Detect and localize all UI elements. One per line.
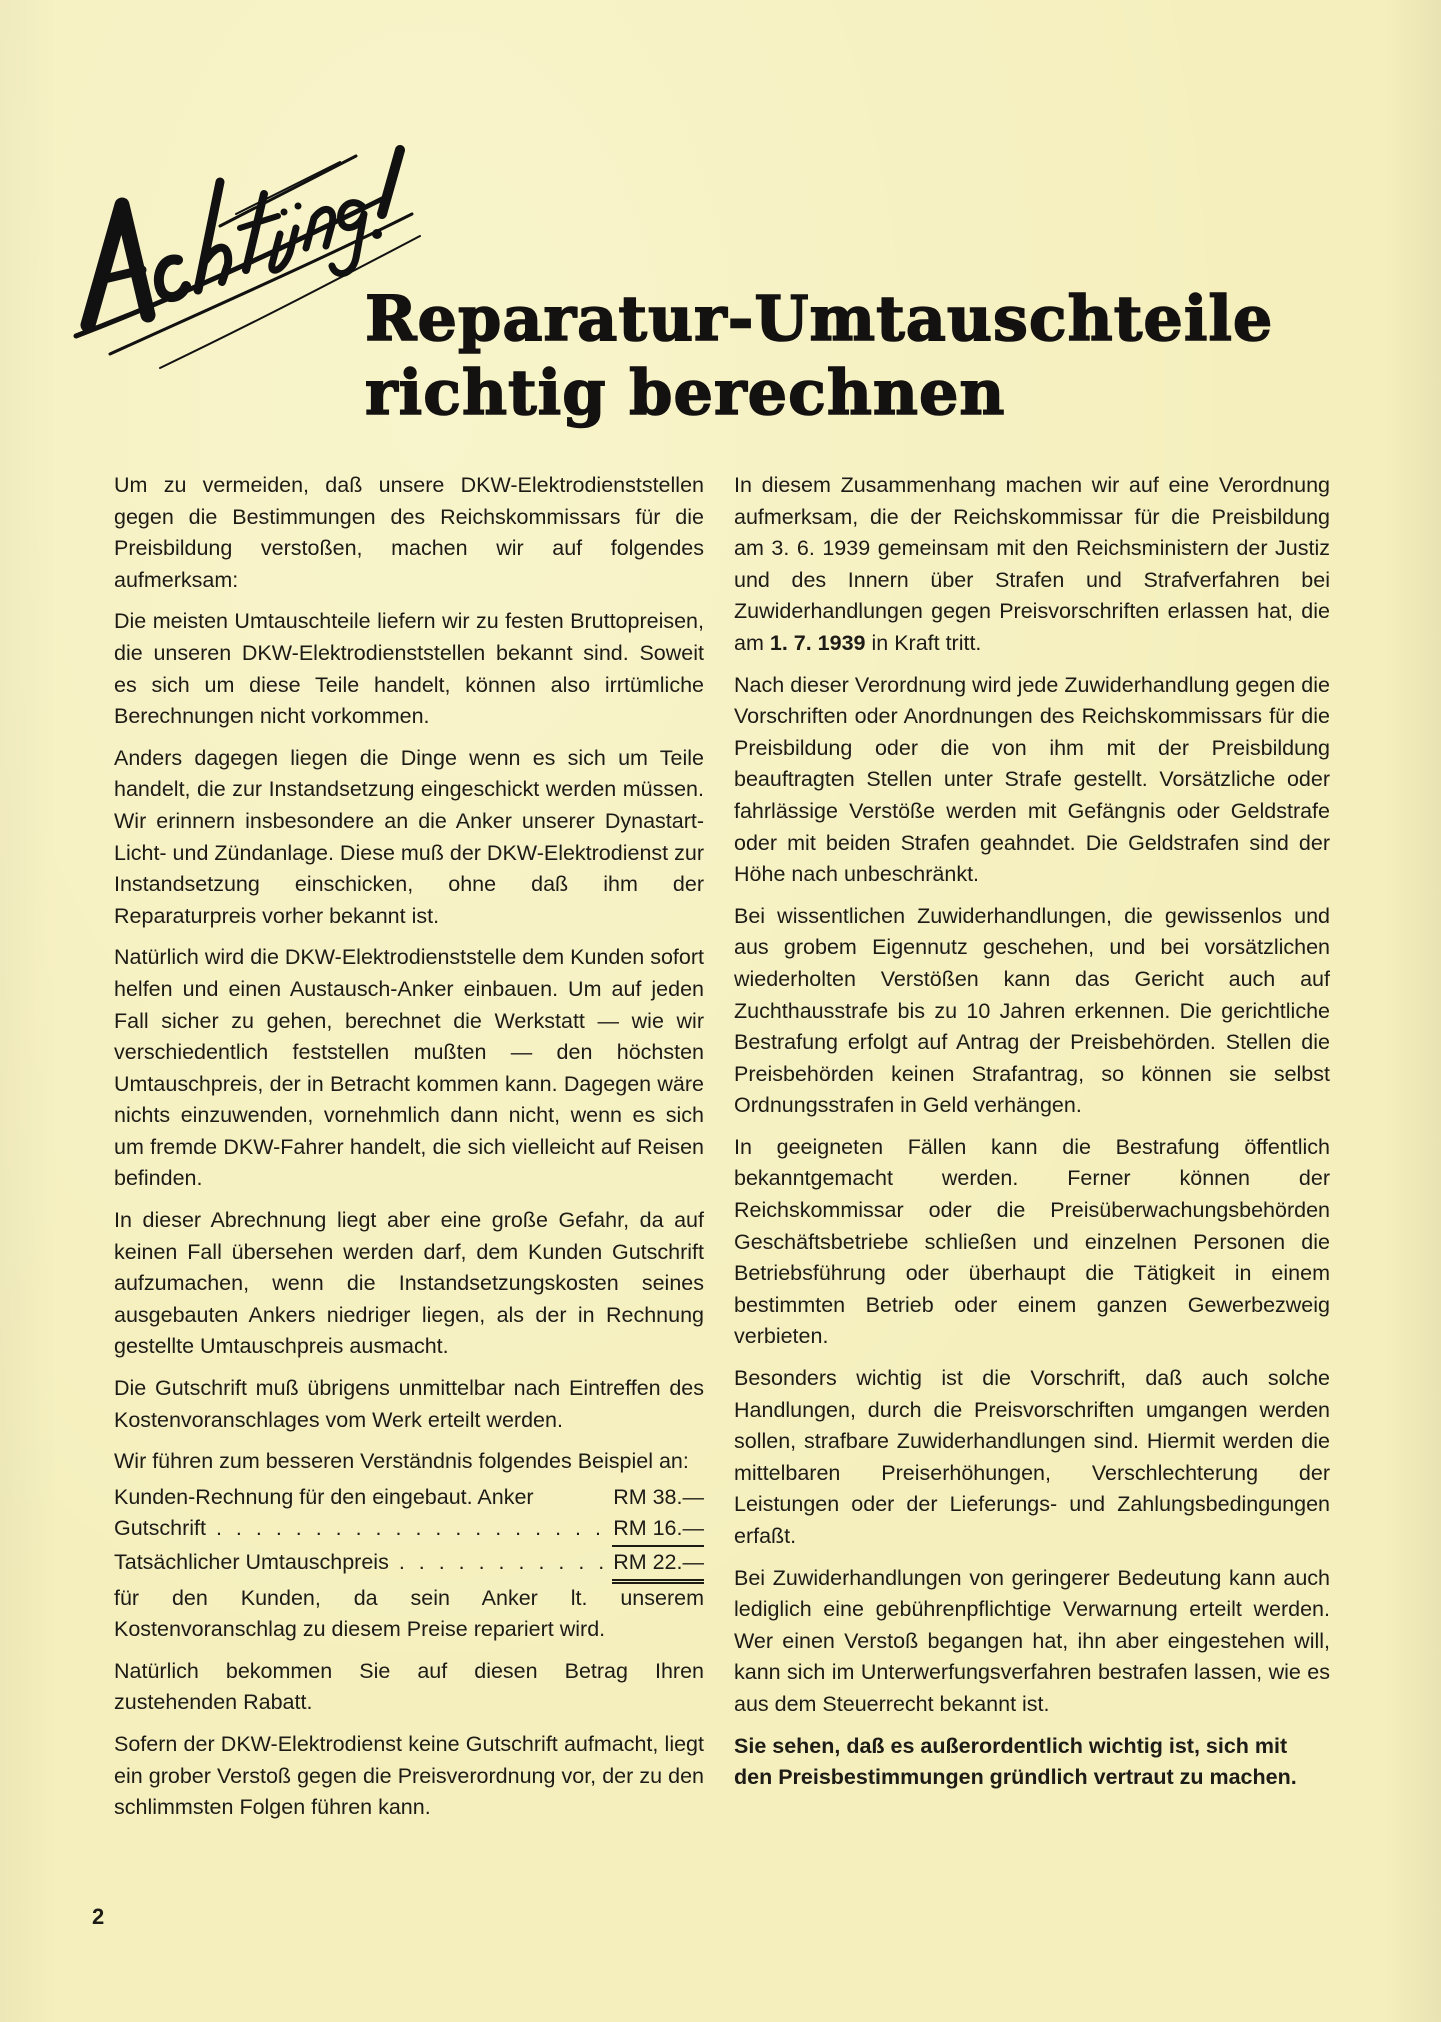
left-paragraph-3: Anders dagegen liegen die Dinge wenn es sich um Teile handelt, die zur Instandsetzung eingeschickt werden müssen. Wir erinnern insbesondere an die Anker unserer Dynastart-Licht- und Zündanlage. Diese muß der DKW-Elektrodienst zur Instandsetzung einschicken, ohne daß ihm der Reparaturpreis vorher bekannt ist. [114, 745, 704, 928]
title-line-1: Reparatur-Umtauschteile [365, 282, 1274, 355]
right-paragraph-1-text: In diesem Zusammenhang machen wir auf eine Verordnung aufmerksam, die der Reichskommissar für die Preisbildung am 3. 6. 1939 gemeinsam mit den Reichsministern der Justiz und des Innern über Strafen und Strafverfahren bei Zuwiderhandlungen gegen Preisvorschriften erlassen hat, die am [734, 473, 1330, 655]
right-paragraph-5: Besonders wichtig ist die Vorschrift, daß auch solche Handlungen, durch die Preisvorschriften umgangen werden sollen, strafbare Zuwiderhandlungen sind. Hiermit werden die mittelbaren Preiserhöhungen, Verschlechterung der Leistungen oder der Lieferungs- und Zahlungsbedingungen erfaßt. [734, 1366, 1330, 1548]
calc-amount-total: RM 22.— [612, 1545, 704, 1584]
left-column [114, 470, 704, 1834]
right-paragraph-4: In geeigneten Fällen kann die Bestrafung öffentlich bekanntgemacht werden. Ferner können der Reichskommissar oder die Preisüberwachungsbehörden Geschäftsbetriebe schließen und einzelnen Personen die Betriebsführung oder überhaupt die Tätigkeit in einem bestimmten Betrieb oder einem ganzen Gewerbezweig verbieten. [734, 1134, 1330, 1349]
right-paragraph-1 [734, 470, 1330, 660]
left-paragraph-4: Natürlich wird die DKW-Elektrodienststelle dem Kunden sofort helfen und einen Austausch-Anker einbauen. Um auf jeden Fall sicher zu gehen, berechnet die Werkstatt — wie wir verschiedentlich feststellen mußten — den höchsten Umtauschpreis, der in Betracht kommen kann. Dagegen wäre nichts einzuwenden, vornehmlich dann nicht, wenn es sich um fremde DKW-Fahrer handelt, die sich vielleicht auf Reisen befinden. [114, 945, 704, 1191]
page-number: 2 [92, 1904, 105, 1929]
left-paragraph-5: In dieser Abrechnung liegt aber eine große Gefahr, da auf keinen Fall übersehen werden darf, dem Kunden Gutschrift aufzumachen, wenn die Instandsetzungskosten seines ausgebauten Ankers niedriger liegen, als der in Rechnung gestellte Umtauschpreis ausmacht. [114, 1208, 704, 1359]
left-paragraph-2: Die meisten Umtauschteile liefern wir zu festen Bruttopreisen, die unseren DKW-Elektrodienststellen bekannt sind. Soweit es sich um diese Teile handelt, können also irrtümliche Berechnungen nicht vorkommen. [114, 609, 704, 729]
calc-amount-invoice: RM 38.— [613, 1484, 704, 1509]
effective-date: 1. 7. 1939 [769, 630, 866, 655]
right-paragraph-6: Bei Zuwiderhandlungen von geringerer Bedeutung kann auch lediglich eine gebührenpflichtige Verwarnung erteilt werden. Wer einen Verstoß begangen hat, ihn aber eingestehen will, kann sich im Unterwerfungsverfahren bestrafen lassen, wie es aus dem Steuerrecht bekannt ist. [734, 1565, 1330, 1716]
article-title [365, 282, 1405, 430]
calc-row-total [114, 1545, 704, 1577]
left-paragraph-1: Um zu vermeiden, daß unsere DKW-Elektrodienststellen gegen die Bestimmungen des Reichskommissars für die Preisbildung verstoßen, machen wir auf folgendes aufmerksam: [114, 473, 704, 592]
left-paragraph-6: Die Gutschrift muß übrigens unmittelbar nach Eintreffen des Kostenvoranschlages vom Werk erteilt werden. [114, 1376, 704, 1432]
calc-label-total: Tatsächlicher Umtauschpreis . . . [114, 1547, 612, 1579]
right-paragraph-3: Bei wissentlichen Zuwiderhandlungen, die gewissenlos und aus grobem Eigennutz geschehen, und bei vorsätzlichen wiederholten Verstößen kann das Gericht auch auf Zuchthausstrafe bis zu 10 Jahren erkennen. Die gerichtliche Bestrafung erfolgt auf Antrag der Preisbehörden. Stellen die Preisbehörden keinen Strafantrag, so können sie selbst Ordnungsstrafen in Geld verhängen. [734, 903, 1330, 1118]
left-paragraph-7: Wir führen zum besseren Verständnis folgendes Beispiel an: [114, 1449, 689, 1474]
calc-label-credit: Gutschrift . . . [114, 1513, 612, 1545]
right-column [734, 470, 1330, 1804]
right-paragraph-2: Nach dieser Verordnung wird jede Zuwiderhandlung gegen die Vorschriften oder Anordnungen des Reichskommissars für die Preisbildung oder die von ihm mit der Preisbildung beauftragten Stellen unter Strafe gestellt. Vorsätzliche oder fahrlässige Verstöße werden mit Gefängnis oder Geldstrafe oder mit beiden Strafen geahndet. Die Geldstrafen sind der Höhe nach unbeschränkt. [734, 672, 1330, 887]
left-paragraph-9: Natürlich bekommen Sie auf diesen Betrag Ihren zustehenden Rabatt. [114, 1658, 704, 1715]
left-paragraph-8: für den Kunden, da sein Anker lt. unserem Kostenvoranschlag zu diesem Preise repariert wird. [114, 1585, 704, 1642]
left-paragraph-10: Sofern der DKW-Elektrodienst keine Gutschrift aufmacht, liegt ein grober Verstoß gegen die Preisverordnung vor, der zu den schlimmsten Folgen führen kann. [114, 1731, 704, 1820]
calc-amount-credit: RM 16.— [612, 1513, 704, 1547]
calc-row-invoice [114, 1482, 704, 1514]
title-line-2: richtig berechnen [365, 356, 1006, 429]
example-calculation [114, 1482, 704, 1577]
closing-bold-paragraph: Sie sehen, daß es außerordentlich wichtig ist, sich mit den Preisbestimmungen gründlich vertraut zu machen. [734, 1733, 1297, 1790]
calc-row-credit [114, 1513, 704, 1545]
calc-label-invoice: Kunden-Rechnung für den eingebaut. Anker [114, 1484, 534, 1509]
right-paragraph-1-end: in Kraft tritt. [871, 630, 982, 655]
